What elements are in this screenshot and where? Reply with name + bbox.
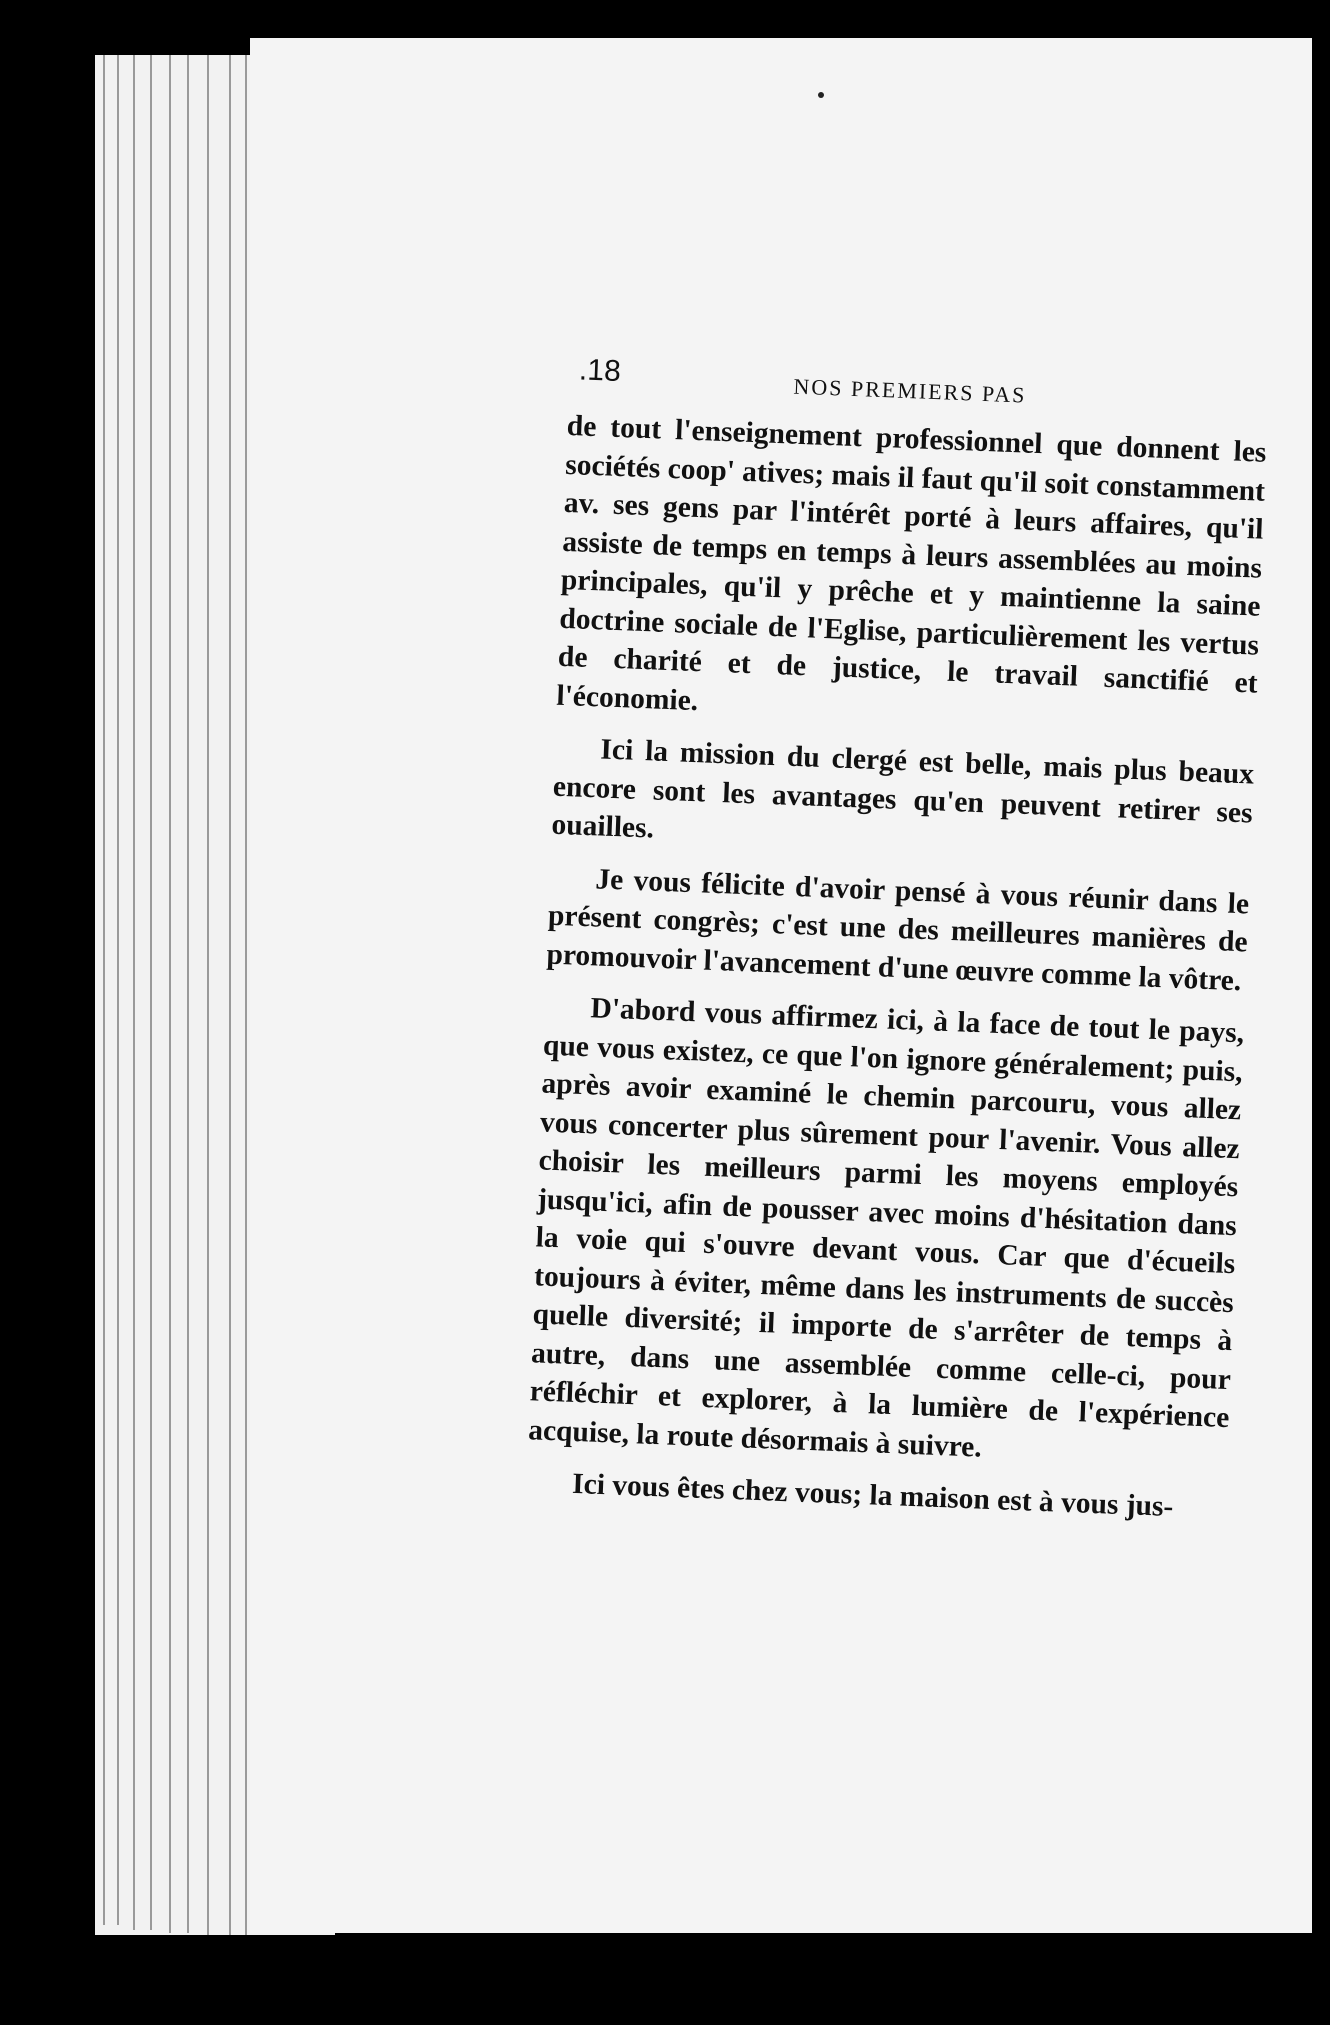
paragraph: Ici vous êtes chez vous; la maison est à vous jus- bbox=[571, 1467, 1174, 1524]
running-head: NOS PREMIERS PAS bbox=[793, 373, 1027, 408]
speck-mark bbox=[818, 92, 824, 98]
page-edge-line bbox=[187, 55, 189, 1933]
page-edge-line bbox=[207, 55, 209, 1935]
page-edge-line bbox=[245, 55, 247, 1935]
page-gutter-shadow bbox=[1312, 60, 1330, 1960]
page-edge-line bbox=[117, 55, 119, 1925]
page-edge-line bbox=[103, 55, 105, 1925]
paragraph: de tout l'enseignement professionnel que donnent les sociétés coop' atives; mais il faut qu'il soit constamment av. ses gens par l'intérêt porté à leurs affaires, qu'il assiste de temps en temps à leurs assemblées au moins principales, qu'il y prêche et y maintienne la saine doctrine sociale de l'Eglise, particulièrement les vertus de charité et de justice, le travail sanctifié et l'économie. bbox=[555, 409, 1267, 717]
page-edge-line bbox=[229, 55, 231, 1935]
paragraph: D'abord vous affirmez ici, à la face de tout le pays, que vous existez, ce que l'on ignore généralement; puis, après avoir examiné le chemin parcouru, vous allez vous concerter plus sûrement pour l'avenir. Vous allez choisir les meilleurs parmi les moyens employés jusqu'ici, afin de pousser avec moins d'hésitation dans la voie qui s'ouvre devant vous. Car que d'écueils toujours à éviter, même dans les instruments de succès quelle diversité; il importe de s'arrêter de temps à autre, dans une assemblée comme celle-ci, pour réfléchir et explorer, à la lumière de l'expérience acquise, la route désormais à suivre. bbox=[527, 992, 1245, 1464]
page-text-block bbox=[526, 345, 1270, 1529]
page-edge-line bbox=[150, 55, 152, 1930]
page-number: .18 bbox=[578, 353, 622, 388]
page-edge-line bbox=[133, 55, 135, 1930]
paragraph: Je vous félicite d'avoir pensé à vous réunir dans le présent congrès; c'est une des meilleures manières de promouvoir l'avancement d'une œuvre comme la vôtre. bbox=[545, 862, 1250, 997]
page-edge-line bbox=[169, 55, 171, 1933]
paragraph: Ici la mission du clergé est belle, mais plus beaux encore sont les avantages qu'en peuvent retirer ses ouailles. bbox=[550, 733, 1255, 845]
